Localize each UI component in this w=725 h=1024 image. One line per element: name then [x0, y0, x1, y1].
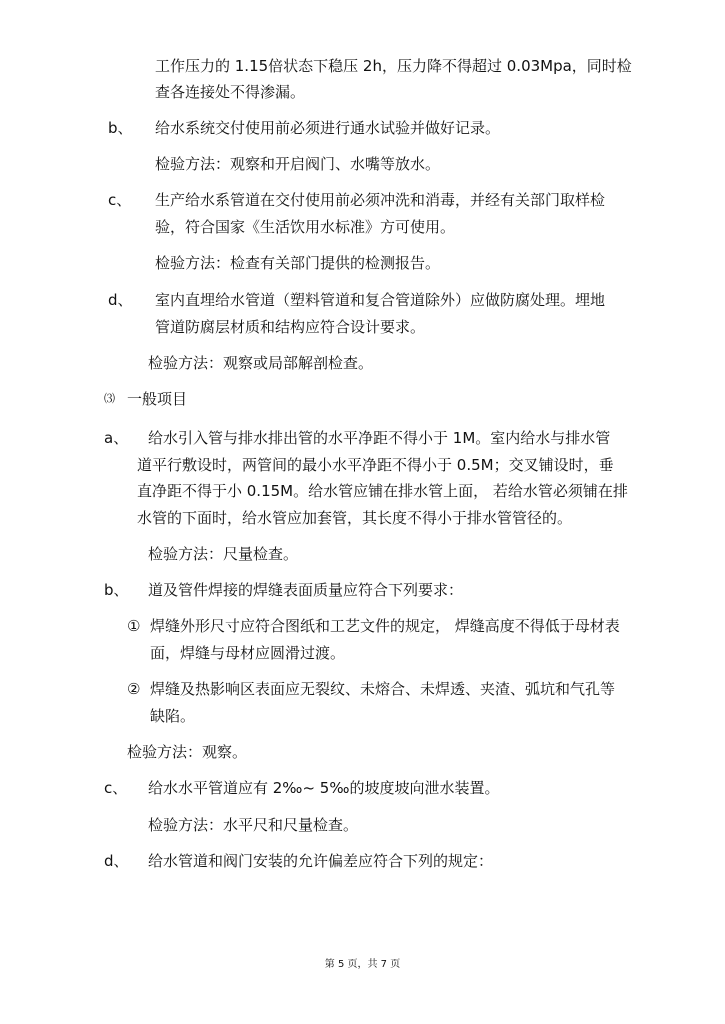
text-line: 给水系统交付使用前必须进行通水试验并做好记录。 [155, 119, 501, 137]
text-line: 水管的下面时，给水管应加套管，其长度不得小于排水管管径的。 [137, 509, 573, 527]
text-line: 检验方法：检查有关部门提供的检测报告。 [155, 254, 441, 272]
page-footer: 第 5 页，共 7 页 [324, 959, 401, 970]
circle-number-marker: ② [127, 680, 141, 698]
section-marker: ⑶ [104, 392, 115, 405]
item-marker: b、 [108, 119, 133, 137]
text-line: 检验方法：水平尺和尺量检查。 [148, 816, 359, 834]
text-line: 道及管件焊接的焊缝表面质量应符合下列要求： [148, 581, 464, 599]
text-line: 给水水平管道应有 2‰~ 5‰的坡度坡向泄水装置。 [148, 779, 500, 797]
text-line: 管道防腐层材质和结构应符合设计要求。 [155, 318, 426, 336]
text-line: 查各连接处不得渗漏。 [155, 83, 306, 101]
text-line: 给水引入管与排水排出管的水平净距不得小于 1M。室内给水与排水管 [148, 429, 611, 447]
text-line: 检验方法：观察或局部解剖检查。 [148, 354, 374, 372]
text-line: 焊缝及热影响区表面应无裂纹、未熔合、未焊透、夹渣、弧坑和气孔等 [150, 680, 616, 698]
circle-number-marker: ① [127, 617, 141, 635]
section-heading: 一般项目 [127, 390, 188, 408]
text-line: 面，焊缝与母材应圆滑过渡。 [150, 644, 346, 662]
text-line: 缺陷。 [150, 707, 196, 725]
item-marker: d、 [104, 852, 129, 870]
text-line: 检验方法：观察和开启阀门、水嘴等放水。 [155, 155, 441, 173]
item-marker: a、 [104, 429, 129, 447]
item-marker: c、 [104, 779, 128, 797]
text-line: 室内直埋给水管道（塑料管道和复合管道除外）应做防腐处理。埋地 [155, 291, 606, 309]
text-line: 工作压力的 1.15倍状态下稳压 2h，压力降不得超过 0.03Mpa，同时检 [155, 57, 632, 75]
text-line: 生产给水系管道在交付使用前必须冲洗和消毒，并经有关部门取样检 [155, 191, 606, 209]
item-marker: c、 [108, 191, 132, 209]
item-marker: d、 [108, 291, 133, 309]
text-line: 检验方法：观察。 [127, 743, 248, 761]
text-line: 焊缝外形尺寸应符合图纸和工艺文件的规定， 焊缝高度不得低于母材表 [150, 617, 620, 635]
item-marker: b、 [104, 581, 129, 599]
text-line: 直净距不得于小 0.15M。给水管应铺在排水管上面， 若给水管必须铺在排 [137, 482, 628, 500]
text-line: 给水管道和阀门安装的允许偏差应符合下列的规定： [148, 852, 494, 870]
text-line: 道平行敷设时，两管间的最小水平净距不得小于 0.5M；交叉铺设时，垂 [137, 456, 614, 474]
text-line: 检验方法：尺量检查。 [148, 545, 299, 563]
text-line: 验，符合国家《生活饮用水标准》方可使用。 [155, 218, 456, 236]
